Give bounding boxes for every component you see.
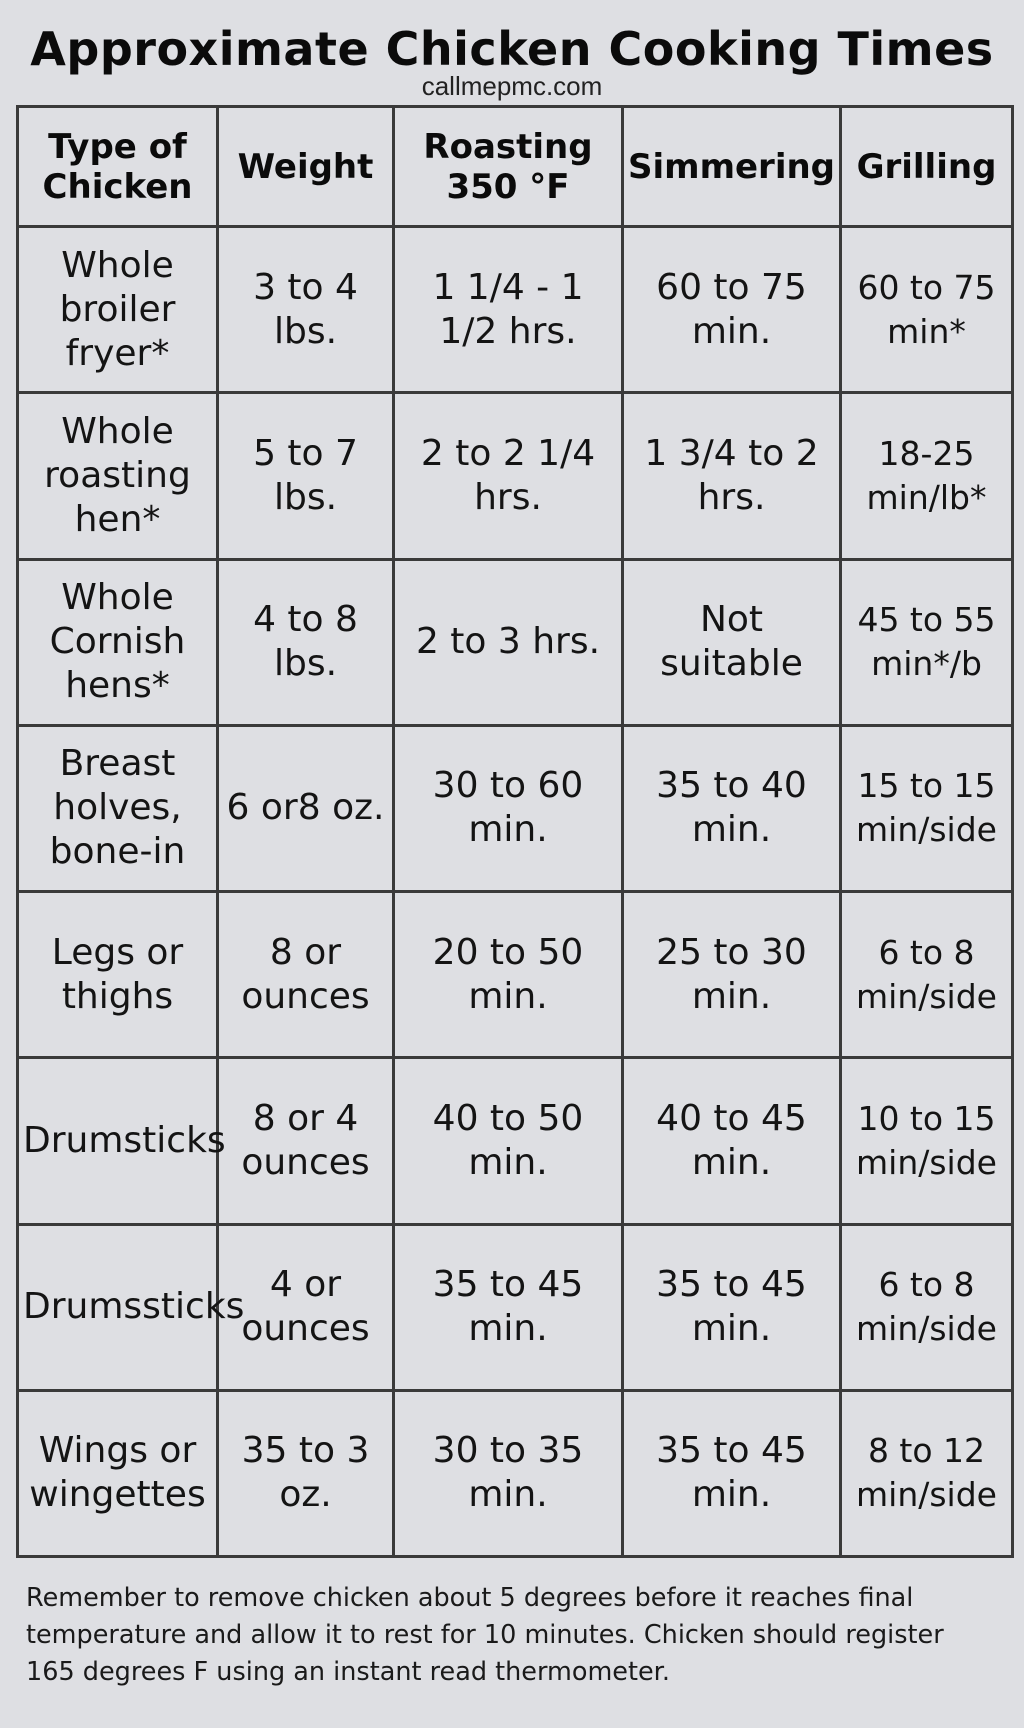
cell-grilling: 6 to 8 min/side <box>841 892 1013 1058</box>
cell-weight: 8 or ounces <box>218 892 394 1058</box>
cell-roasting: 1 1/4 - 1 1/2 hrs. <box>394 227 623 393</box>
cell-simmering: 1 3/4 to 2 hrs. <box>623 393 841 559</box>
header-weight: Weight <box>218 107 394 227</box>
cell-roasting: 2 to 3 hrs. <box>394 559 623 725</box>
cell-simmering: 25 to 30 min. <box>623 892 841 1058</box>
table-row <box>18 227 1013 393</box>
cell-type: Whole Cornish hens* <box>18 559 218 725</box>
header-grilling: Grilling <box>841 107 1013 227</box>
cell-type: Whole broiler fryer* <box>18 227 218 393</box>
cell-grilling: 45 to 55 min*/b <box>841 559 1013 725</box>
table-row <box>18 559 1013 725</box>
cell-simmering: 60 to 75 min. <box>623 227 841 393</box>
table-row <box>18 1224 1013 1390</box>
header-type: Type of Chicken <box>18 107 218 227</box>
cell-type: Breast holves, bone-in <box>18 725 218 891</box>
cell-type: Legs or thighs <box>18 892 218 1058</box>
cell-grilling: 10 to 15 min/side <box>841 1058 1013 1224</box>
cell-grilling: 18-25 min/lb* <box>841 393 1013 559</box>
cell-simmering: 35 to 45 min. <box>623 1390 841 1556</box>
cell-type: Drumssticks <box>18 1224 218 1390</box>
header-roasting: Roasting 350 °F <box>394 107 623 227</box>
cell-grilling: 60 to 75 min* <box>841 227 1013 393</box>
cell-type: Whole roasting hen* <box>18 393 218 559</box>
cell-roasting: 30 to 60 min. <box>394 725 623 891</box>
cell-weight: 3 to 4 lbs. <box>218 227 394 393</box>
header-simmering: Simmering <box>623 107 841 227</box>
cell-weight: 35 to 3 oz. <box>218 1390 394 1556</box>
cell-roasting: 2 to 2 1/4 hrs. <box>394 393 623 559</box>
cell-roasting: 40 to 50 min. <box>394 1058 623 1224</box>
cell-grilling: 8 to 12 min/side <box>841 1390 1013 1556</box>
cell-type: Drumsticks <box>18 1058 218 1224</box>
cell-simmering: 40 to 45 min. <box>623 1058 841 1224</box>
cell-roasting: 35 to 45 min. <box>394 1224 623 1390</box>
cell-grilling: 15 to 15 min/side <box>841 725 1013 891</box>
cell-simmering: Not suitable <box>623 559 841 725</box>
cell-weight: 5 to 7 lbs. <box>218 393 394 559</box>
cell-weight: 4 or ounces <box>218 1224 394 1390</box>
cell-roasting: 20 to 50 min. <box>394 892 623 1058</box>
cell-grilling: 6 to 8 min/side <box>841 1224 1013 1390</box>
table-row <box>18 1390 1013 1556</box>
cell-weight: 8 or 4 ounces <box>218 1058 394 1224</box>
page-title: Approximate Chicken Cooking Times <box>30 22 994 76</box>
cooking-times-table <box>16 105 1014 1558</box>
source-site: callmepmc.com <box>421 71 603 101</box>
table-header-row <box>18 107 1013 227</box>
table-row <box>18 393 1013 559</box>
table-row <box>18 725 1013 891</box>
cell-roasting: 30 to 35 min. <box>394 1390 623 1556</box>
cell-simmering: 35 to 45 min. <box>623 1224 841 1390</box>
cell-weight: 4 to 8 lbs. <box>218 559 394 725</box>
table-row <box>18 892 1013 1058</box>
cell-weight: 6 or8 oz. <box>218 725 394 891</box>
cell-simmering: 35 to 40 min. <box>623 725 841 891</box>
cell-type: Wings or wingettes <box>18 1390 218 1556</box>
footnote: Remember to remove chicken about 5 degrees before it reaches final temperature and allow it to rest for 10 minutes. Chicken should register 165 degrees F using an instant read thermometer. <box>26 1583 944 1687</box>
table-row <box>18 1058 1013 1224</box>
